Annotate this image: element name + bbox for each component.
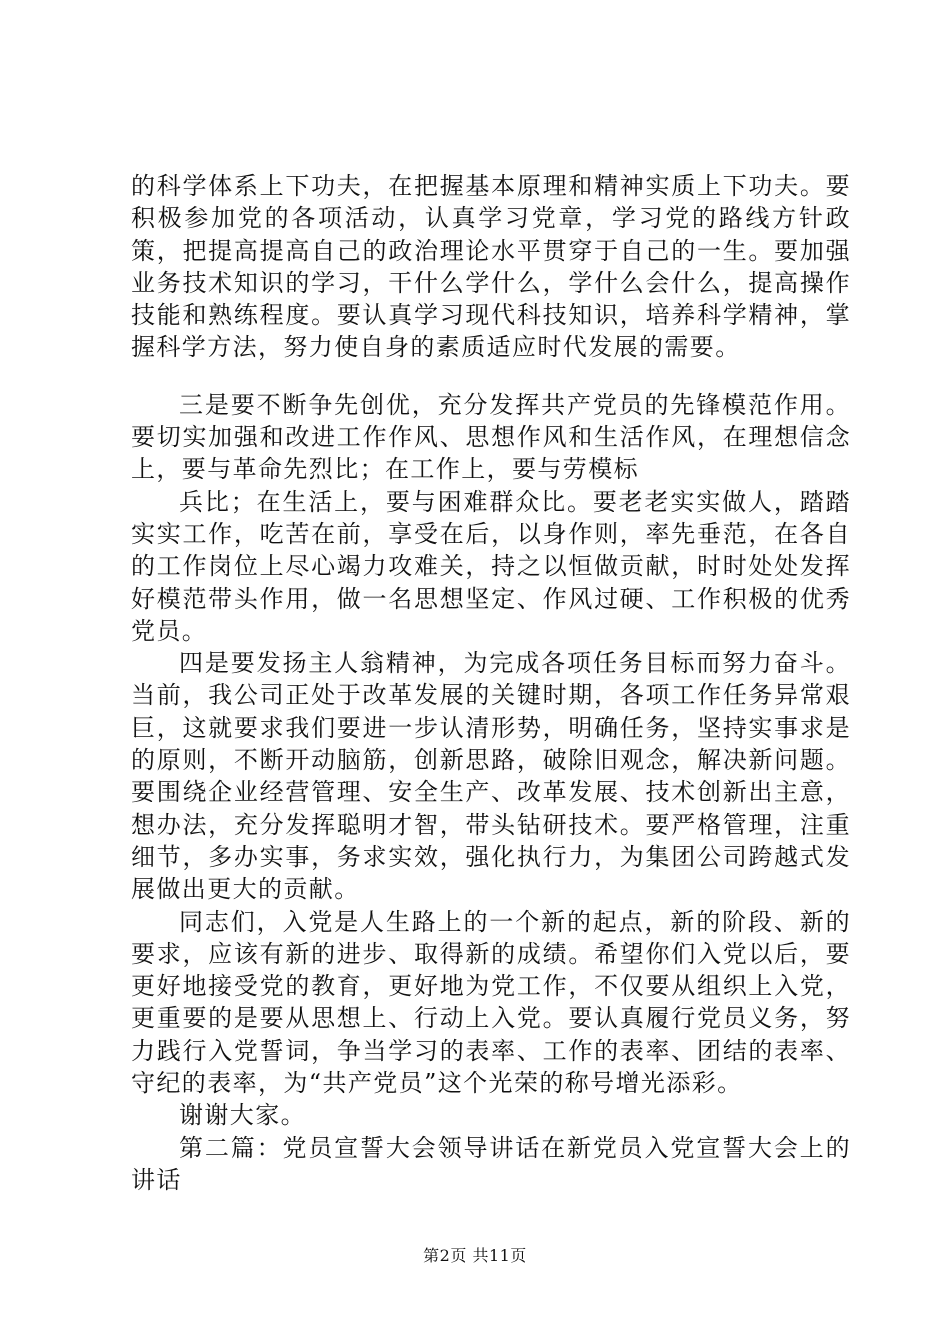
page-number-footer: 第2页 共11页 [423,1246,527,1265]
paragraph-second-article-title: 第二篇：党员宣誓大会领导讲话在新党员入党宣誓大会上的讲话 [131,1133,851,1194]
paragraph-gap [131,364,851,389]
paragraph-point-three: 三是要不断争先创优，充分发挥共产党员的先锋模范作用。要切实加强和改进工作作风、思想作风和生活作风，在理想信念上，要与革命先烈比；在工作上，要与劳模标 [131,390,851,484]
paragraph-point-three-continued: 兵比；在生活上，要与困难群众比。要老老实实做人，踏踏实实工作，吃苦在前，享受在后，以身作则，率先垂范，在各自的工作岗位上尽心竭力攻难关，持之以恒做贡献，时时处处发挥好模范带头作用，做一名思想坚定、作风过硬、工作积极的优秀党员。 [131,487,851,645]
paragraph-point-four: 四是要发扬主人翁精神，为完成各项任务目标而努力奋斗。当前，我公司正处于改革发展的关键时期，各项工作任务异常艰巨，这就要求我们要进一步认清形势，明确任务，坚持实事求是的原则，不断开动脑筋，创新思路，破除旧观念，解决新问题。要围绕企业经营管理、安全生产、改革发展、技术创新出主意，想办法，充分发挥聪明才智，带头钻研技术。要严格管理，注重细节，多办实事，务求实效，强化执行力，为集团公司跨越式发展做出更大的贡献。 [131,649,851,904]
paragraph-thanks: 谢谢大家。 [179,1101,306,1130]
paragraph-comrades: 同志们，入党是人生路上的一个新的起点，新的阶段、新的要求，应该有新的进步、取得新的成绩。希望你们入党以后，要更好地接受党的教育，更好地为党工作，不仅要从组织上入党，更重要的是要从思想上、行动上入党。要认真履行党员义务，努力践行入党誓词，争当学习的表率、工作的表率、团结的表率、守纪的表率，为“共产党员”这个光荣的称号增光添彩。 [131,907,851,1098]
paragraph-continuation: 的科学体系上下功夫，在把握基本原理和精神实质上下功夫。要积极参加党的各项活动，认真学习党章，学习党的路线方针政策，把提高提高自己的政治理论水平贯穿于自己的一生。要加强业务技术知识的学习，干什么学什么，学什么会什么，提高操作技能和熟练程度。要认真学习现代科技知识，培养科学精神，掌握科学方法，努力使自身的素质适应时代发展的需要。 [131,172,851,362]
document-body [131,170,851,1196]
